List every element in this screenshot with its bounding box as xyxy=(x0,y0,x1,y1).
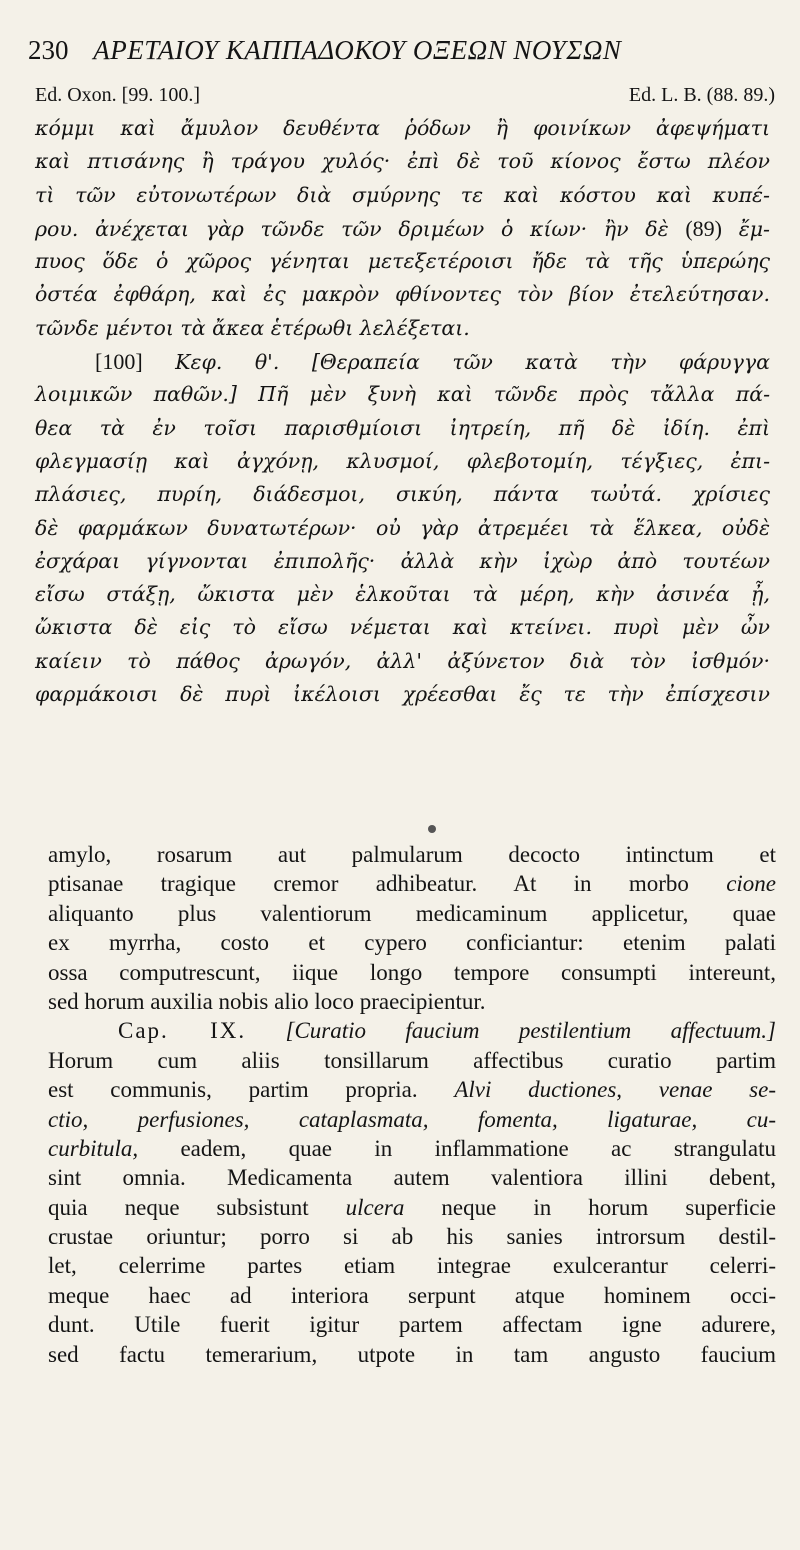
greek-line: ὤκιστα δὲ εἰς τὸ εἴσω νέμεται καὶ κτείνει. πυρὶ μὲν ὦν xyxy=(35,615,770,640)
latin-italic-term: curbitula, xyxy=(48,1135,139,1161)
latin-line: sint omnia. Medicamenta autem valentiora illini debent, xyxy=(48,1165,776,1191)
greek-line: θεα τὰ ἐν τοῖσι παρισθμίοισι ἰητρείη, πῆ δὲ ἰδίη. ἐπὶ xyxy=(35,415,770,440)
latin-line-text: neque in horum superficie xyxy=(441,1194,777,1220)
chapter-label: Cap. IX. xyxy=(118,1018,247,1044)
latin-line-text: ptisanae tragique cremor adhibeatur. At in morbo xyxy=(48,871,689,897)
page-number: 230 xyxy=(28,35,69,65)
section-marker: [100] xyxy=(95,349,143,375)
greek-line: καὶ πτισάνης ἢ τράγου χυλός· ἐπὶ δὲ τοῦ κίονος ἔστω πλέον xyxy=(35,149,770,174)
greek-line-text: ρου. ἀνέχεται γὰρ τῶνδε τῶν δριμέων ὁ κίων· ἢν δὲ xyxy=(35,216,669,241)
greek-line: καίειν τὸ πάθος ἀρωγόν, ἀλλ' ἀξύνετον διὰ τὸν ἰσθμόν· xyxy=(35,648,770,673)
greek-line: εἴσω στάξῃ, ὤκιστα μὲν ἑλκοῦται τὰ μέρη, κὴν ἀσινέα ᾖ, xyxy=(35,582,770,607)
greek-line: τῶνδε μέντοι τὰ ἄκεα ἑτέρωθι λελέξεται. xyxy=(35,315,470,340)
latin-line xyxy=(48,1075,776,1104)
latin-line-text: eadem, quae in inflammatione ac strangulatu xyxy=(180,1135,777,1161)
latin-line: crustae oriuntur; porro si ab his sanies introrsum destil- xyxy=(48,1224,776,1250)
edition-lb: Ed. L. B. (88. 89.) xyxy=(628,84,775,106)
edition-oxon: Ed. Oxon. [99. 100.] xyxy=(35,84,200,106)
running-title: ΑΡΕΤΑΙΟΥ ΚΑΠΠΑΔΟΚΟΥ ΟΞΕΩΝ ΝΟΥΣΩΝ xyxy=(93,35,622,65)
greek-line: ἐσχάραι γίγνονται ἐπιπολῆς· ἀλλὰ κὴν ἰχὼρ ἀπὸ τουτέων xyxy=(35,548,770,573)
latin-line: meque haec ad interiora serpunt atque hominem occi- xyxy=(48,1282,776,1308)
latin-line xyxy=(48,1193,776,1222)
ink-spot xyxy=(428,825,436,833)
latin-line xyxy=(48,869,776,898)
greek-line: φλεγμασίῃ καὶ ἀγχόνῃ, κλυσμοί, φλεβοτομίη, τέγξιες, ἐπι- xyxy=(35,448,770,473)
latin-line: ex myrrha, costo et cypero conficiantur: etenim palati xyxy=(48,930,776,956)
latin-chapter-title: [Curatio faucium pestilentium affectuum.] xyxy=(285,1018,776,1044)
latin-line: let, celerrime partes etiam integrae exulcerantur celerri- xyxy=(48,1253,776,1279)
greek-text-block xyxy=(35,112,770,711)
greek-line xyxy=(35,212,770,245)
latin-line-text: quia neque subsistunt xyxy=(48,1194,309,1220)
latin-italic-term: ulcera xyxy=(345,1194,405,1220)
greek-line: ὀστέα ἐφθάρη, καὶ ἐς μακρὸν φθίνοντες τὸν βίον ἐτελεύτησαν. xyxy=(35,282,770,307)
greek-chapter-title: Κεφ. θ'. [Θεραπεία τῶν κατὰ τὴν φάρυγγα xyxy=(175,350,770,375)
latin-text-block xyxy=(48,840,776,1369)
latin-line: aliquanto plus valentiorum medicaminum applicetur, quae xyxy=(48,900,776,926)
greek-line: τὶ τῶν εὐτονωτέρων διὰ σμύρνης τε καὶ κόστου καὶ κυπέ- xyxy=(35,182,770,207)
latin-line: ctio, perfusiones, cataplasmata, fomenta, ligaturae, cu- xyxy=(48,1106,776,1132)
greek-line: πλάσιες, πυρίη, διάδεσμοι, σικύη, πάντα τωὐτά. χρίσιες xyxy=(35,482,770,507)
greek-line: φαρμάκοισι δὲ πυρὶ ἰκέλοισι χρέεσθαι ἔς τε τὴν ἐπίσχεσιν xyxy=(35,682,770,707)
latin-line: dunt. Utile fuerit igitur partem affectam igne adurere, xyxy=(48,1312,776,1338)
greek-line: κόμμι καὶ ἄμυλον δευθέντα ῥόδων ἢ φοινίκων ἀφεψήματι xyxy=(35,116,770,140)
latin-line xyxy=(48,1134,776,1163)
latin-line: ossa computrescunt, iique longo tempore consumpti intereunt, xyxy=(48,959,776,985)
greek-line: λοιμικῶν παθῶν.] Πῆ μὲν ξυνὴ καὶ τῶνδε πρὸς τἄλλα πά- xyxy=(35,382,770,407)
latin-line: Horum cum aliis tonsillarum affectibus curatio partim xyxy=(48,1047,776,1073)
latin-line: sed factu temerarium, utpote in tam angusto faucium xyxy=(48,1341,776,1367)
latin-chapter-heading xyxy=(48,1016,776,1045)
latin-italic-term: cione xyxy=(726,871,777,897)
latin-line: sed horum auxilia nobis alio loco praecipientur. xyxy=(48,988,486,1014)
latin-line: amylo, rosarum aut palmularum decocto intinctum et xyxy=(48,842,776,867)
latin-line-text: est communis, partim propria. xyxy=(48,1077,418,1103)
greek-line-text: ἔμ- xyxy=(738,216,770,241)
greek-line: δὲ φαρμάκων δυνατωτέρων· οὐ γὰρ ἀτρεμέει τὰ ἕλκεα, οὐδὲ xyxy=(35,515,770,540)
greek-chapter-heading xyxy=(35,345,770,378)
running-header xyxy=(28,30,772,70)
latin-italic-term: Alvi ductiones, venae se- xyxy=(454,1077,776,1103)
edition-references xyxy=(35,80,775,110)
greek-line: πυος ὅδε ὁ χῶρος γένηται μετεξετέροισι ἤδε τὰ τῆς ὑπερώης xyxy=(35,249,770,274)
section-marker: (89) xyxy=(685,215,723,241)
